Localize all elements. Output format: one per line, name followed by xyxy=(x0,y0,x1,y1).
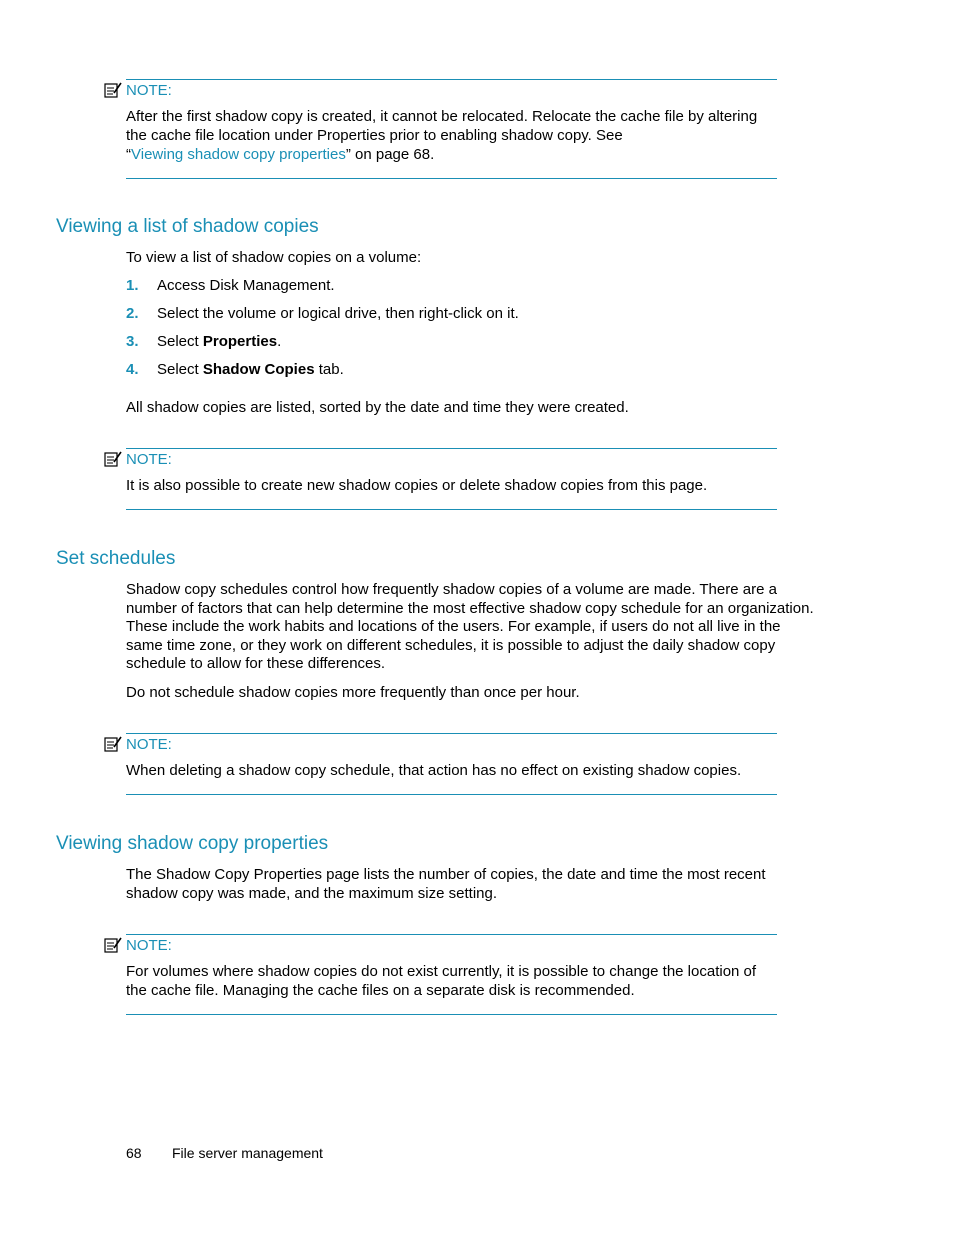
section-heading-viewing-properties: Viewing shadow copy properties xyxy=(56,833,329,854)
step-text: Select the volume or logical drive, then right-click on it. xyxy=(157,305,519,322)
step-number: 4. xyxy=(126,361,139,378)
note-text-before: After the first shadow copy is created, it cannot be relocated. Relocate the cache file by altering the cache file location under Properties prior to enabling shadow copy. See xyxy=(126,108,758,144)
section-summary: All shadow copies are listed, sorted by the date and time they were created. xyxy=(126,399,629,416)
note-text xyxy=(126,102,777,178)
note-header xyxy=(126,449,777,471)
step-text: Access Disk Management. xyxy=(157,277,335,294)
step-number: 1. xyxy=(126,277,139,294)
step-text-bold: Shadow Copies xyxy=(202,361,315,378)
note-box xyxy=(126,934,777,1015)
note-label: NOTE: xyxy=(126,937,172,954)
note-label: NOTE: xyxy=(126,736,172,753)
step-item xyxy=(126,277,335,294)
note-text-after: ” on page 68. xyxy=(345,146,435,163)
section-paragraph: The Shadow Copy Properties page lists the number of copies, the date and time the most recent shadow copy was made, and the maximum size setting. xyxy=(126,866,766,902)
step-item xyxy=(126,361,344,378)
step-item xyxy=(126,333,281,350)
step-text-post: tab. xyxy=(314,361,344,378)
note-label: NOTE: xyxy=(126,451,172,468)
section-intro: To view a list of shadow copies on a volume: xyxy=(126,249,422,266)
note-icon xyxy=(104,736,122,752)
note-icon xyxy=(104,82,122,98)
link-viewing-shadow-copy-properties[interactable]: Viewing shadow copy properties xyxy=(131,146,346,163)
note-icon xyxy=(104,451,122,467)
step-text-bold: Properties xyxy=(202,333,278,350)
section-paragraph: Shadow copy schedules control how frequently shadow copies of a volume are made. There are a number of factors that can help determine the most effective shadow copy schedule for an organization. These include the work habits and locations of the users. For example, if users do not all live in the same time zone, or they work on different schedules, it is possible to adjust the daily shadow copy schedule to allow for these differences. xyxy=(126,581,814,672)
step-number: 2. xyxy=(126,305,139,322)
section-paragraph: Do not schedule shadow copies more frequently than once per hour. xyxy=(126,684,580,701)
footer-section-title: File server management xyxy=(172,1145,323,1161)
note-text: It is also possible to create new shadow copies or delete shadow copies from this page. xyxy=(126,477,708,494)
note-header xyxy=(126,734,777,756)
note-box xyxy=(126,79,777,179)
step-text-pre: Select xyxy=(157,333,203,350)
step-text-pre: Select xyxy=(157,361,203,378)
section-heading-set-schedules: Set schedules xyxy=(56,548,176,569)
note-box xyxy=(126,733,777,795)
note-box xyxy=(126,448,777,510)
section-heading-viewing-list: Viewing a list of shadow copies xyxy=(56,216,319,237)
step-number: 3. xyxy=(126,333,139,350)
note-header xyxy=(126,80,777,102)
footer-page-number: 68 xyxy=(126,1145,142,1161)
step-item xyxy=(126,305,519,322)
note-icon xyxy=(104,937,122,953)
note-text: When deleting a shadow copy schedule, that action has no effect on existing shadow copies. xyxy=(126,762,742,779)
note-text: For volumes where shadow copies do not exist currently, it is possible to change the location of the cache file. Managing the cache files on a separate disk is recommended. xyxy=(126,963,757,999)
step-text-post: . xyxy=(277,333,282,350)
note-label: NOTE: xyxy=(126,82,172,99)
note-header xyxy=(126,935,777,957)
quote-open: “ xyxy=(126,146,131,163)
